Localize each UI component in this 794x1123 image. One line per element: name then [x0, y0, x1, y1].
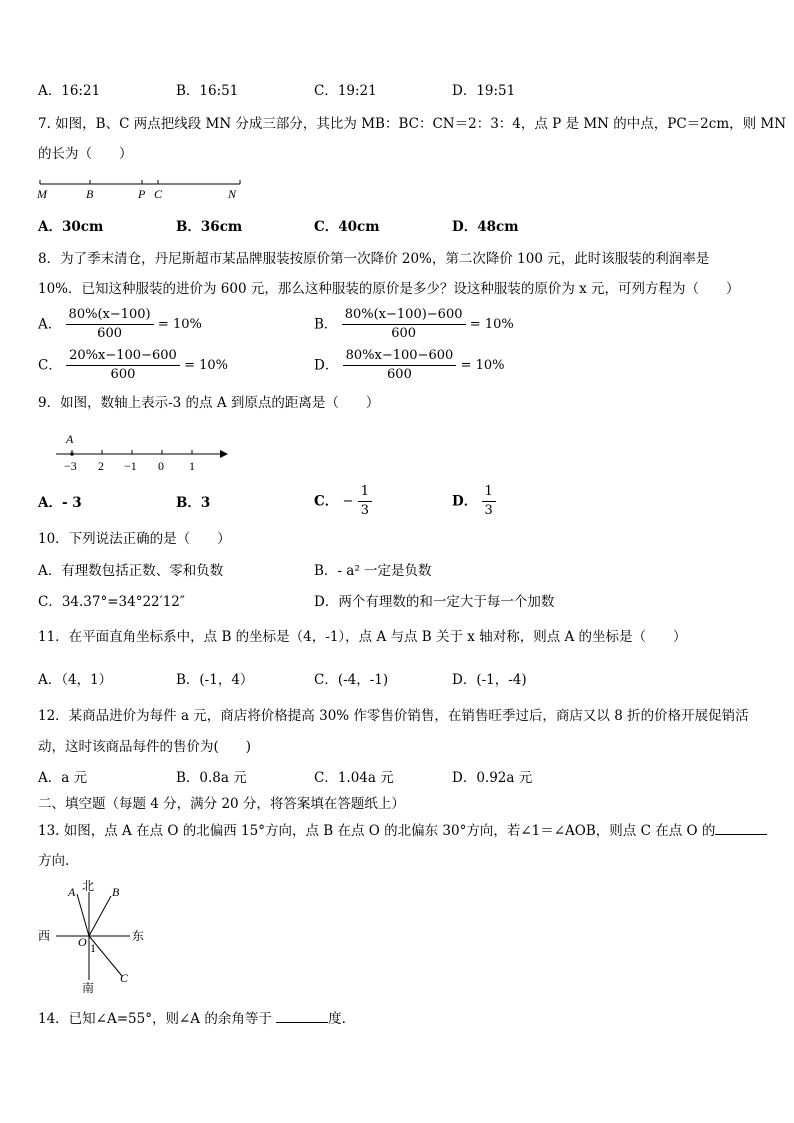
q9-option-d-label: D． — [452, 493, 478, 510]
q14-stem-line1 — [38, 1010, 346, 1028]
q7-stem-line1: 7. 如图，B、C 两点把线段 MN 分成三部分，其比为 MB：BC：CN＝2：3：4，点 P 是 MN 的中点，PC＝2cm，则 MN — [38, 116, 787, 132]
q9-d-denominator: 3 — [484, 503, 493, 518]
q11-option-a: A．（4，1） — [38, 672, 113, 688]
q13-label-east: 东 — [132, 929, 145, 943]
q9-option-c-sign: − — [342, 493, 354, 509]
q8-b-numerator: 80%(x−100)−600 — [342, 307, 466, 325]
q8-d-numerator: 80%x−100−600 — [343, 348, 457, 366]
q9-d-numerator: 1 — [482, 484, 496, 502]
q13-label-a: A — [68, 885, 76, 899]
q8-option-c-label: C． — [38, 357, 62, 374]
q8-d-rhs: = 10% — [460, 357, 505, 373]
q9-option-d-fraction — [482, 484, 496, 519]
q8-a-denominator: 600 — [97, 326, 122, 341]
q8-b-denominator: 600 — [391, 326, 417, 341]
q13-label-north: 北 — [82, 880, 95, 893]
q10-option-c: C．34.37°=34°22′12″ — [38, 594, 185, 610]
q6-option-c: C．19:21 — [314, 83, 377, 99]
q13-stem-line1 — [38, 822, 767, 840]
q13-answer-blank[interactable] — [715, 834, 767, 835]
q13-label-south: 南 — [82, 981, 95, 994]
q14-stem-before: 14．已知∠A=55°，则∠A 的余角等于 — [38, 1011, 277, 1027]
q8-c-rhs: = 10% — [184, 357, 228, 373]
q8-c-numerator: 20%x−100−600 — [66, 348, 180, 366]
q9-option-b: B．3 — [176, 495, 211, 511]
q7-stem-line2: 的长为（ ） — [38, 146, 133, 162]
q11-stem-line1: 11．在平面直角坐标系中，点 B 的坐标是（4，-1），点 A 与点 B 关于 x 轴对称，则点 A 的坐标是（ ） — [38, 629, 687, 645]
q7-option-a: A．30cm — [38, 219, 104, 235]
q14-answer-blank[interactable] — [276, 1022, 328, 1023]
q13-label-c: C — [120, 971, 129, 985]
q8-a-numerator: 80%(x−100) — [66, 307, 154, 325]
q7-option-d: D．48cm — [452, 219, 519, 235]
q14-stem-after: 度. — [328, 1011, 346, 1027]
q9-tick-0: 0 — [158, 459, 164, 472]
q8-option-b-fraction — [342, 307, 466, 342]
q10-option-d: D．两个有理数的和一定大于每一个加数 — [314, 594, 555, 610]
q8-stem-line1: 8．为了季末清仓，丹尼斯超市某品牌服装按原价第一次降价 20%，第二次降价 100 元，此时该服装的利润率是 — [38, 251, 710, 267]
q8-option-a — [38, 307, 202, 342]
q8-b-rhs: = 10% — [469, 316, 514, 332]
q12-stem-line2: 动，这时该商品每件的售价为( ) — [38, 739, 252, 755]
q9-tick-neg3: −3 — [64, 459, 77, 472]
q9-stem-line1: 9．如图，数轴上表示-3 的点 A 到原点的距离是（ ） — [38, 395, 380, 411]
q8-d-denominator: 600 — [387, 367, 412, 382]
q9-c-denominator: 3 — [360, 503, 370, 518]
q8-option-d-fraction — [343, 348, 457, 383]
q12-option-d: D．0.92a 元 — [452, 770, 533, 786]
q7-segment-figure — [34, 176, 248, 204]
q10-stem-line1: 10．下列说法正确的是（ ） — [38, 531, 231, 547]
q13-label-angle-1: 1 — [90, 941, 96, 955]
q8-a-rhs: = 10% — [157, 316, 202, 332]
q9-option-c-label: C． — [314, 493, 339, 510]
q9-tick-neg1: −1 — [124, 459, 137, 472]
q11-option-b: B．(-1，4） — [176, 672, 254, 688]
q12-option-a: A．a 元 — [38, 770, 88, 786]
q12-option-c: C．1.04a 元 — [314, 770, 394, 786]
q9-option-c-fraction — [358, 484, 372, 519]
q13-label-o: O — [78, 935, 87, 949]
q11-option-d: D．(-1，-4) — [452, 672, 527, 688]
q8-option-a-label: A． — [38, 316, 62, 333]
q7-label-b: B — [86, 187, 94, 201]
q8-option-b — [314, 307, 514, 342]
q6-option-d: D．19:51 — [452, 83, 516, 99]
q6-option-a: A．16:21 — [38, 83, 101, 99]
q8-option-d — [314, 348, 504, 383]
q13-label-b: B — [112, 885, 120, 899]
q8-option-c-fraction — [66, 348, 180, 383]
q7-option-c: C．40cm — [314, 219, 380, 235]
q8-stem-line2: 10%．已知这种服装的进价为 600 元，那么这种服装的原价是多少？设这种服装的原价为 x 元，可列方程为（ ） — [38, 281, 740, 297]
q9-number-line-figure — [52, 430, 232, 472]
q13-label-west: 西 — [38, 929, 51, 943]
q9-tick-2: 2 — [98, 459, 104, 472]
q8-option-d-label: D． — [314, 357, 339, 374]
q13-stem-text: 13. 如图，点 A 在点 O 的北偏西 15°方向，点 B 在点 O 的北偏东 30°方向，若∠1＝∠AOB，则点 C 在点 O 的 — [38, 823, 716, 839]
q10-option-a: A．有理数包括正数、零和负数 — [38, 563, 224, 579]
q7-option-b: B．36cm — [176, 219, 243, 235]
q8-option-b-label: B． — [314, 316, 338, 333]
q11-option-c: C．(-4，-1) — [314, 672, 389, 688]
q9-label-a: A — [66, 432, 74, 446]
q7-label-p: P — [138, 187, 146, 201]
q8-option-c — [38, 348, 228, 383]
section-2-heading: 二、填空题（每题 4 分，满分 20 分，将答案填在答题纸上） — [38, 796, 405, 812]
q9-c-numerator: 1 — [358, 484, 372, 502]
q9-tick-1: 1 — [189, 459, 195, 472]
q6-option-b: B．16:51 — [176, 83, 239, 99]
q9-option-d — [452, 484, 496, 519]
q13-compass-figure — [34, 880, 154, 994]
q8-c-denominator: 600 — [110, 367, 136, 382]
q7-label-c: C — [154, 187, 163, 201]
q7-label-m: M — [37, 187, 47, 201]
q12-stem-line1: 12．某商品进价为每件 a 元，商店将价格提高 30% 作零售价销售，在销售旺季过后，商店又以 8 折的价格开展促销活 — [38, 708, 749, 724]
q13-stem-line2: 方向. — [38, 853, 70, 869]
q7-label-n: N — [228, 187, 237, 201]
q10-option-b: B．- a² 一定是负数 — [314, 563, 432, 579]
q9-option-a: A．- 3 — [38, 495, 82, 511]
q12-option-b: B．0.8a 元 — [176, 770, 247, 786]
q8-option-a-fraction — [66, 307, 154, 342]
q9-option-c — [314, 484, 372, 519]
